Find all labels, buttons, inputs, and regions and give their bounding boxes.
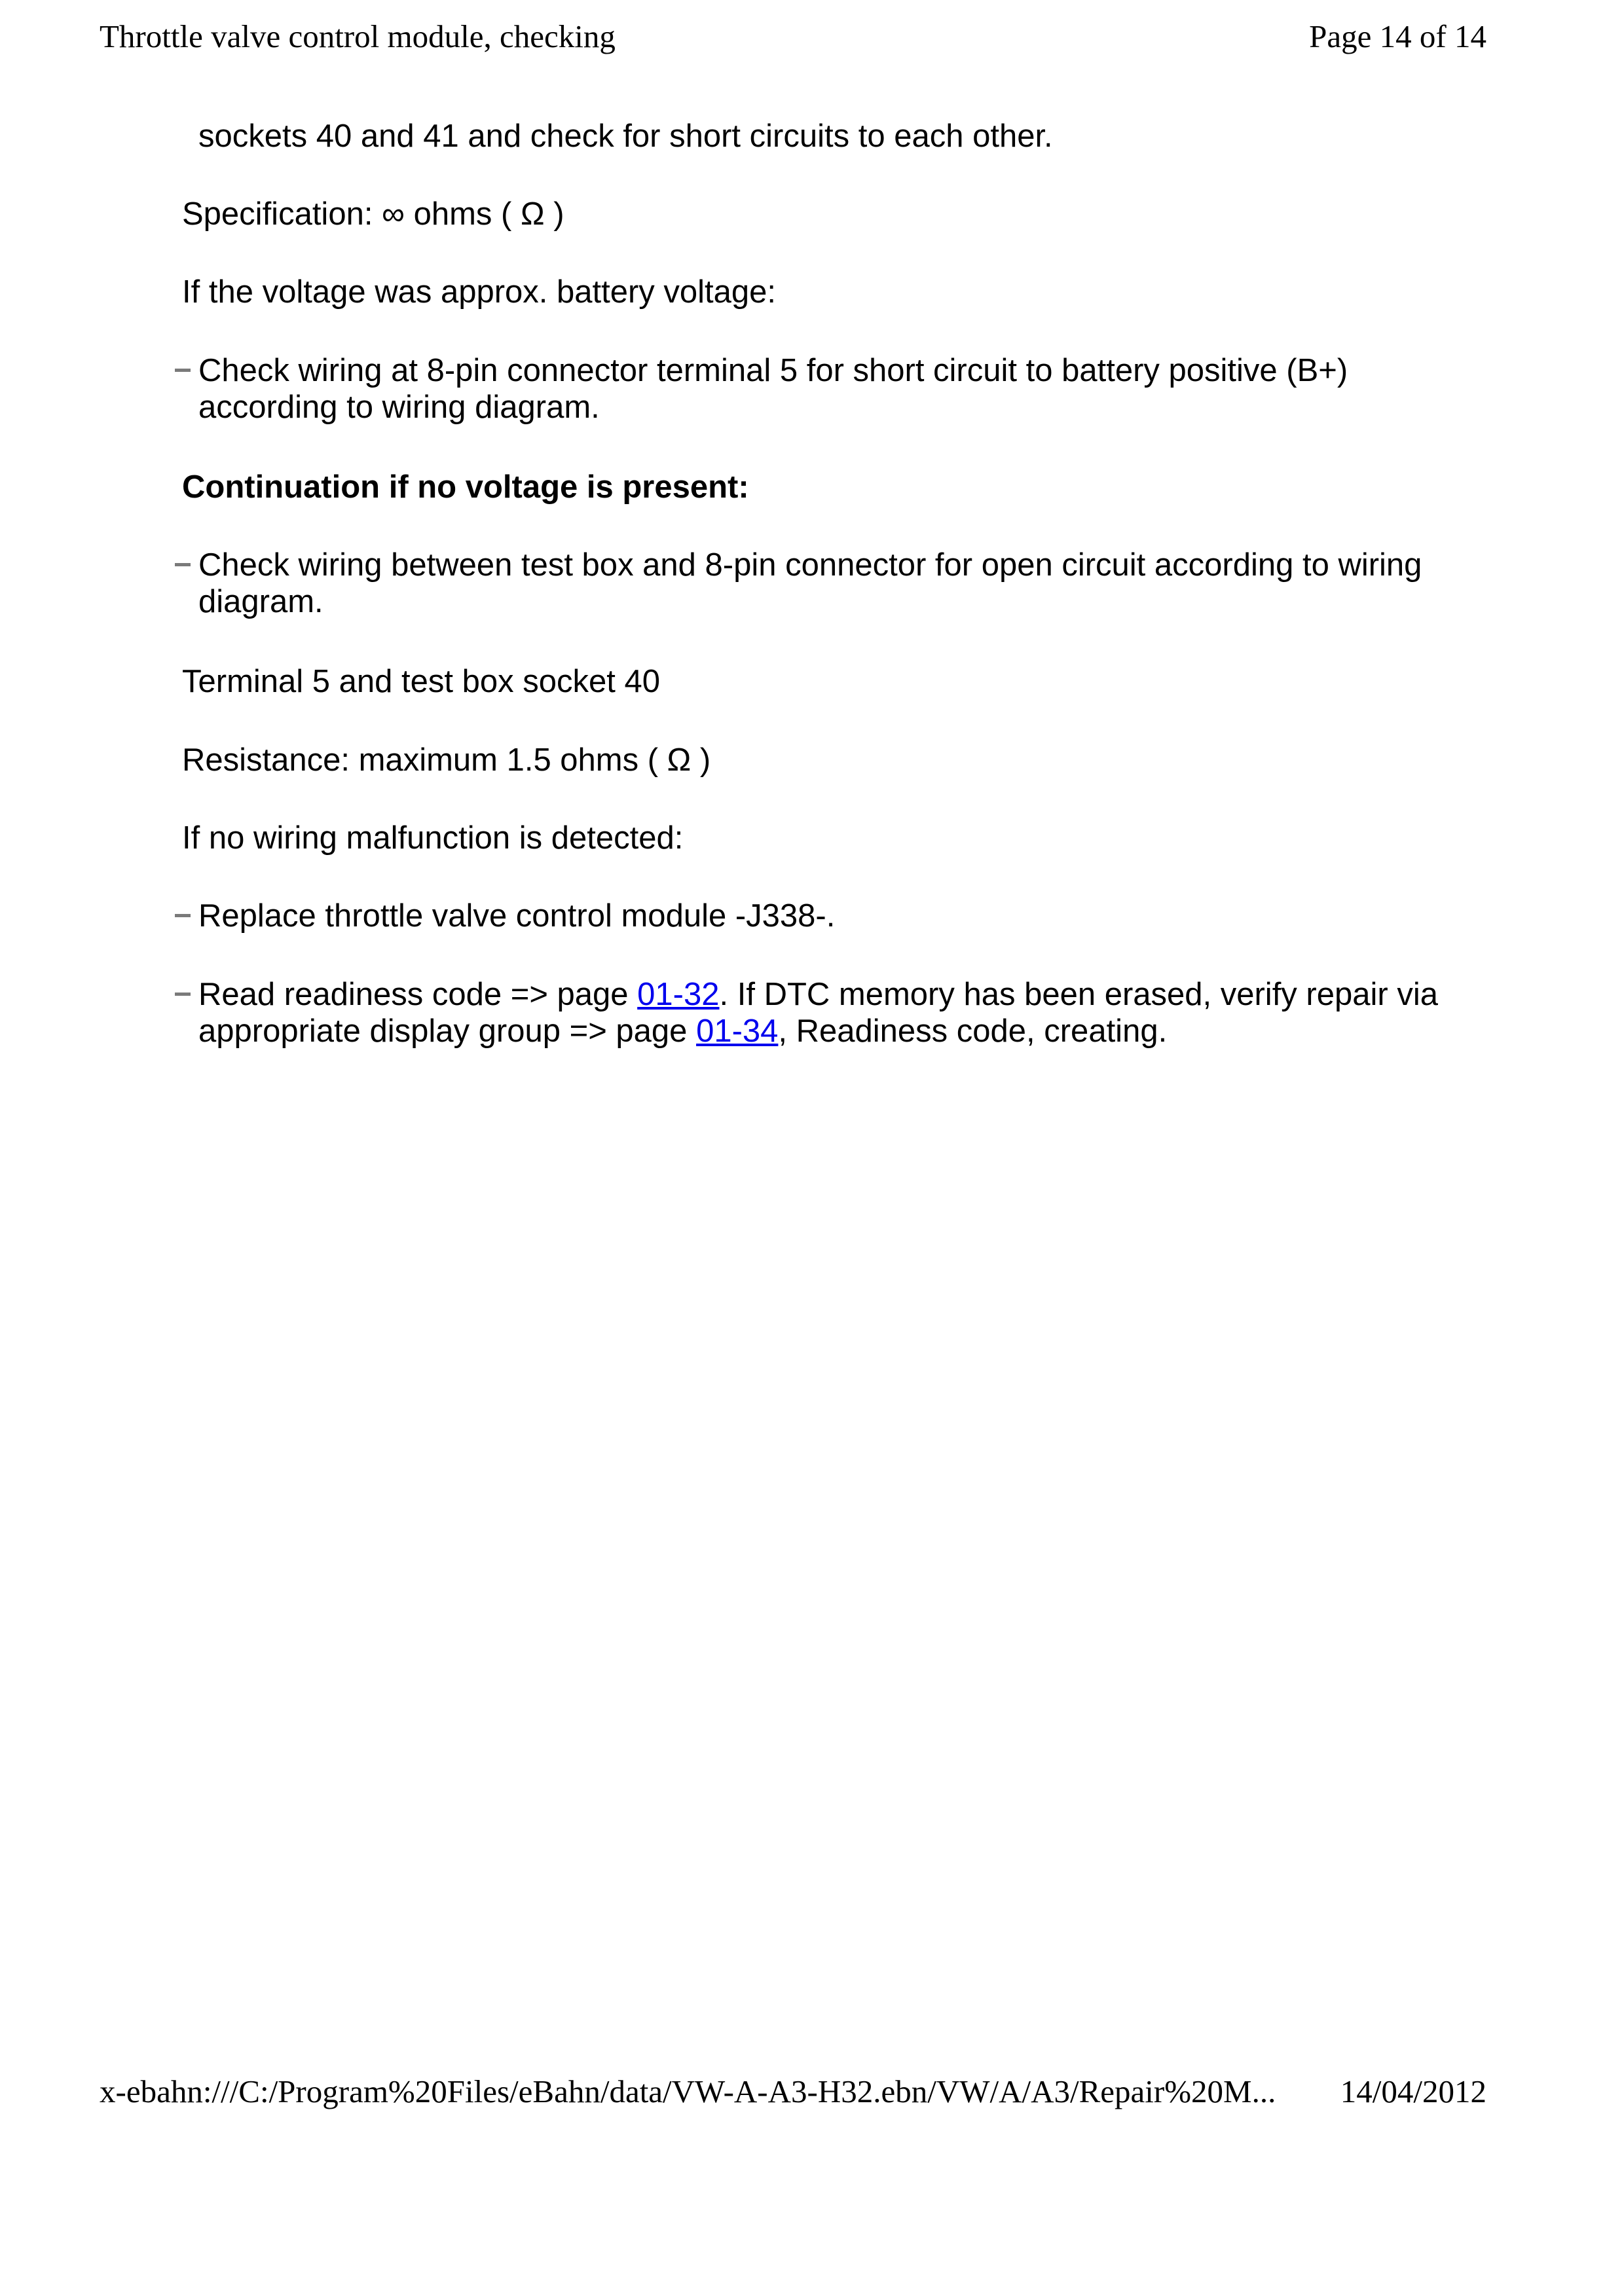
text-segment: . If DTC memory has been erased, verify repair via — [719, 977, 1438, 1012]
list-item-check-wiring-short — [198, 352, 1508, 426]
list-item-check-wiring-open — [198, 547, 1508, 620]
bullet-dash-icon — [175, 369, 191, 372]
footer-url: x-ebahn:///C:/Program%20Files/eBahn/data/VW-A-A3-H32.ebn/VW/A/A3/Repair%20M... — [100, 2073, 1276, 2109]
bullet-dash-icon — [175, 914, 191, 917]
link-page-01-32[interactable]: 01-32 — [637, 977, 720, 1012]
list-item-text: Check wiring at 8-pin connector terminal 5 for short circuit to battery positive (B+) — [198, 353, 1348, 388]
section-heading: Continuation if no voltage is present: — [182, 469, 749, 505]
page-header-title: Throttle valve control module, checking — [100, 18, 616, 54]
list-item-text — [198, 1013, 1508, 1049]
paragraph-sockets: sockets 40 and 41 and check for short circuits to each other. — [198, 118, 1053, 154]
text-segment: appropriate display group => page — [198, 1013, 697, 1049]
list-item-text: according to wiring diagram. — [198, 390, 600, 425]
list-item-readiness-code — [198, 976, 1508, 1049]
list-item-replace-module — [198, 898, 1508, 934]
page-number: Page 14 of 14 — [1309, 18, 1486, 54]
text-segment: , Readiness code, creating. — [778, 1013, 1168, 1049]
text-segment: Read readiness code => page — [198, 977, 638, 1012]
bullet-dash-icon — [175, 993, 191, 996]
link-page-01-34[interactable]: 01-34 — [696, 1013, 779, 1049]
paragraph-no-malfunction: If no wiring malfunction is detected: — [182, 820, 684, 856]
paragraph-terminal: Terminal 5 and test box socket 40 — [182, 664, 660, 699]
paragraph-resistance: Resistance: maximum 1.5 ohms ( Ω ) — [182, 742, 711, 778]
list-item-text — [198, 976, 1508, 1013]
footer-date: 14/04/2012 — [1340, 2073, 1486, 2109]
bullet-dash-icon — [175, 563, 191, 566]
paragraph-battery-voltage: If the voltage was approx. battery voltage: — [182, 274, 777, 310]
list-item-text: diagram. — [198, 584, 323, 619]
list-item-text: Check wiring between test box and 8-pin connector for open circuit according to wiring — [198, 547, 1422, 583]
list-item-text: Replace throttle valve control module -J338-. — [198, 898, 836, 934]
paragraph-specification: Specification: ∞ ohms ( Ω ) — [182, 196, 564, 232]
